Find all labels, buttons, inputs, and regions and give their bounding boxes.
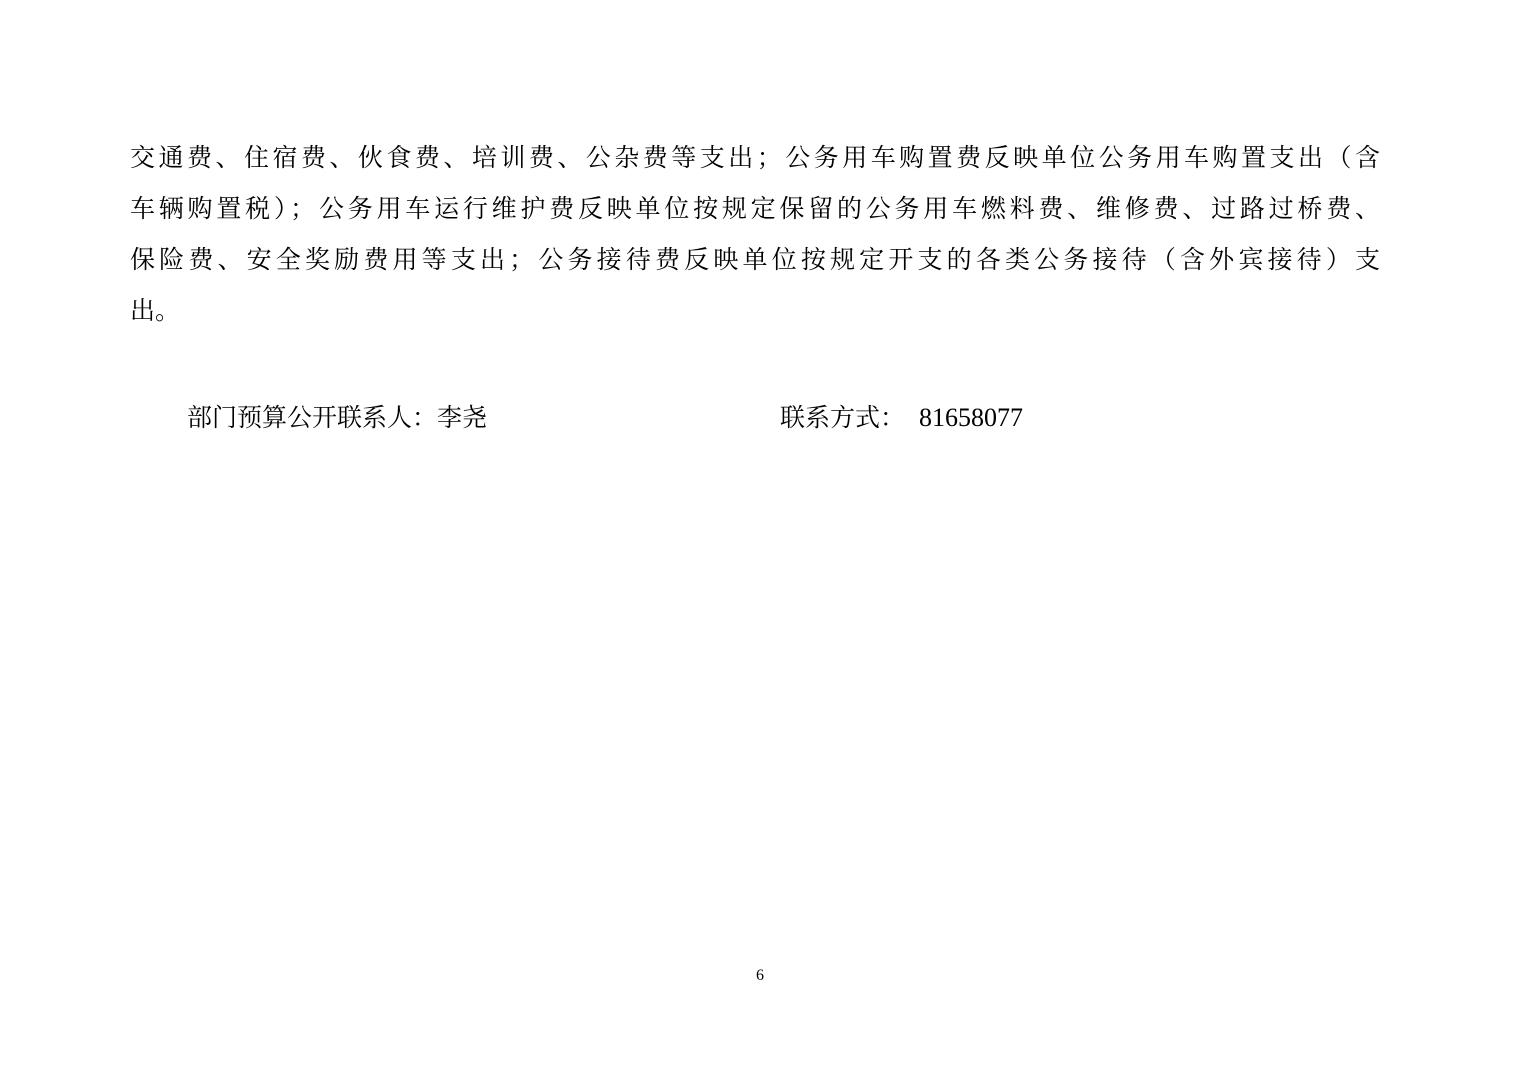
page-number: 6	[756, 967, 764, 984]
contact-method	[780, 401, 1023, 435]
body-text-line: 保险费、安全奖励费用等支出；公务接待费反映单位按规定开支的各类公务接待（含外宾接待）支	[130, 245, 1380, 274]
contact-phone: 81658077	[919, 403, 1024, 432]
contact-method-label: 联系方式：	[780, 403, 906, 432]
body-text-line: 车辆购置税）；公务用车运行维护费反映单位按规定保留的公务用车燃料费、维修费、过路过桥费、	[130, 194, 1380, 223]
body-text-line: 出。	[130, 296, 181, 325]
contact-person: 部门预算公开联系人：李尧	[187, 403, 488, 432]
contact-row	[0, 401, 1520, 437]
body-text-line: 交通费、住宿费、伙食费、培训费、公杂费等支出；公务用车购置费反映单位公务用车购置支出（含	[130, 143, 1380, 172]
